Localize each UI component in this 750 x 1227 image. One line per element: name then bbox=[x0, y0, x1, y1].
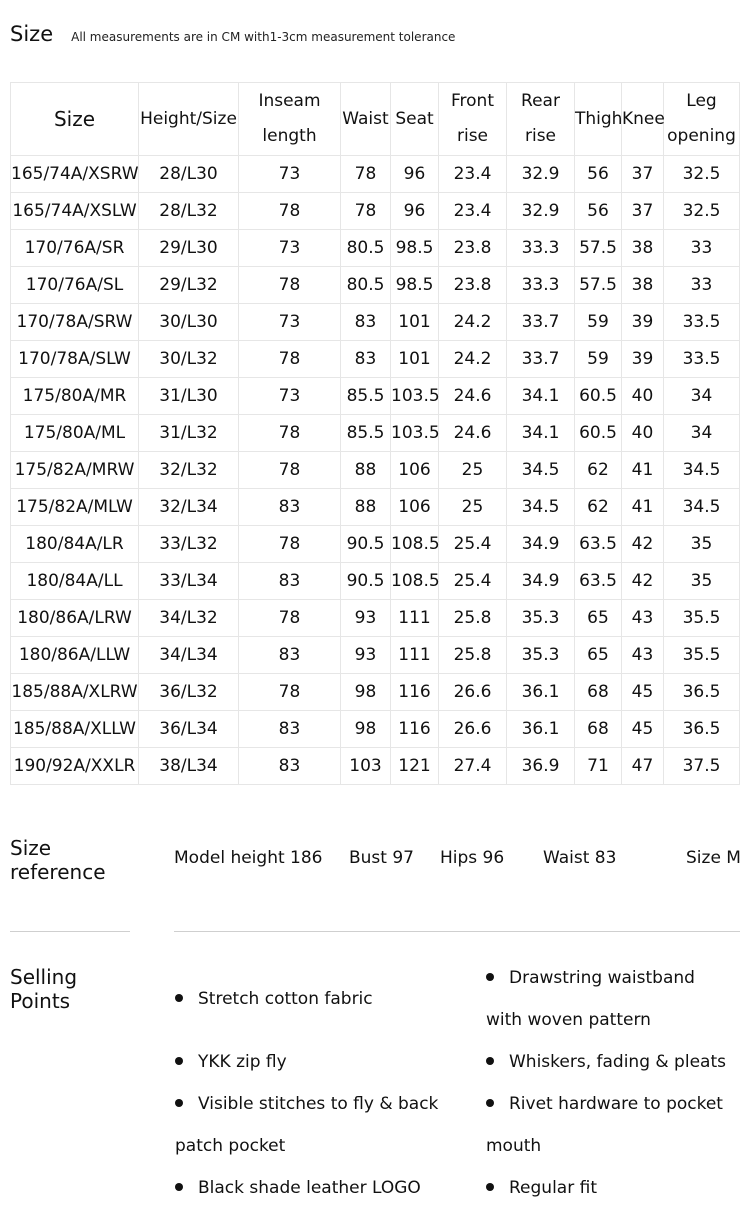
table-cell: 24.2 bbox=[439, 304, 507, 341]
selling-point-item: Rivet hardware to pocket mouth bbox=[486, 1094, 723, 1156]
table-cell: 71 bbox=[575, 748, 622, 785]
table-cell: 83 bbox=[239, 711, 341, 748]
table-cell: 96 bbox=[391, 193, 439, 230]
table-cell: 31/L30 bbox=[139, 378, 239, 415]
table-cell: 73 bbox=[239, 304, 341, 341]
bullet-dot bbox=[486, 1183, 494, 1191]
table-cell: 36.5 bbox=[664, 674, 740, 711]
table-cell: 42 bbox=[622, 563, 664, 600]
divider-left bbox=[10, 931, 130, 932]
table-cell: 98.5 bbox=[391, 230, 439, 267]
table-cell: 65 bbox=[575, 600, 622, 637]
table-cell: 78 bbox=[239, 193, 341, 230]
table-cell: 175/82A/MLW bbox=[11, 489, 139, 526]
table-cell: 111 bbox=[391, 637, 439, 674]
table-cell: 185/88A/XLRW bbox=[11, 674, 139, 711]
table-cell: 98 bbox=[341, 711, 391, 748]
table-cell: 78 bbox=[341, 193, 391, 230]
table-cell: 180/84A/LR bbox=[11, 526, 139, 563]
table-row bbox=[11, 304, 740, 341]
model-bust: Bust 97 bbox=[349, 848, 414, 868]
table-cell: 33/L34 bbox=[139, 563, 239, 600]
page-title: Size bbox=[10, 22, 54, 46]
table-cell: 35 bbox=[664, 563, 740, 600]
table-cell: 34/L32 bbox=[139, 600, 239, 637]
table-row bbox=[11, 452, 740, 489]
table-cell: 78 bbox=[239, 674, 341, 711]
table-cell: 170/76A/SL bbox=[11, 267, 139, 304]
table-cell: 85.5 bbox=[341, 378, 391, 415]
table-cell: 39 bbox=[622, 304, 664, 341]
table-cell: 106 bbox=[391, 489, 439, 526]
table-cell: 98.5 bbox=[391, 267, 439, 304]
table-row bbox=[11, 378, 740, 415]
table-cell: 56 bbox=[575, 156, 622, 193]
table-cell: 78 bbox=[239, 452, 341, 489]
table-cell: 57.5 bbox=[575, 267, 622, 304]
table-cell: 88 bbox=[341, 452, 391, 489]
table-row bbox=[11, 489, 740, 526]
table-cell: 35 bbox=[664, 526, 740, 563]
table-row bbox=[11, 526, 740, 563]
table-cell: 170/76A/SR bbox=[11, 230, 139, 267]
table-cell: 23.8 bbox=[439, 267, 507, 304]
bullet-dot bbox=[175, 994, 183, 1002]
table-cell: 25.4 bbox=[439, 526, 507, 563]
table-cell: 35.3 bbox=[507, 600, 575, 637]
table-cell: 33.7 bbox=[507, 341, 575, 378]
table-cell: 80.5 bbox=[341, 230, 391, 267]
size-reference-label: Size reference bbox=[10, 836, 106, 884]
model-waist: Waist 83 bbox=[543, 848, 617, 868]
table-cell: 33 bbox=[664, 267, 740, 304]
table-cell: 26.6 bbox=[439, 711, 507, 748]
table-cell: 85.5 bbox=[341, 415, 391, 452]
table-cell: 45 bbox=[622, 711, 664, 748]
table-cell: 73 bbox=[239, 378, 341, 415]
table-cell: 23.4 bbox=[439, 193, 507, 230]
table-cell: 165/74A/XSLW bbox=[11, 193, 139, 230]
table-cell: 35.5 bbox=[664, 637, 740, 674]
table-cell: 40 bbox=[622, 415, 664, 452]
table-cell: 93 bbox=[341, 637, 391, 674]
table-row bbox=[11, 193, 740, 230]
table-cell: 36/L34 bbox=[139, 711, 239, 748]
table-cell: 62 bbox=[575, 452, 622, 489]
table-cell: 101 bbox=[391, 341, 439, 378]
table-cell: 36.1 bbox=[507, 711, 575, 748]
table-cell: 63.5 bbox=[575, 526, 622, 563]
table-cell: 33.3 bbox=[507, 267, 575, 304]
table-cell: 103.5 bbox=[391, 415, 439, 452]
table-row bbox=[11, 674, 740, 711]
table-cell: 116 bbox=[391, 674, 439, 711]
table-cell: 88 bbox=[341, 489, 391, 526]
table-cell: 68 bbox=[575, 674, 622, 711]
table-cell: 93 bbox=[341, 600, 391, 637]
table-cell: 25.8 bbox=[439, 637, 507, 674]
table-row bbox=[11, 637, 740, 674]
table-cell: 121 bbox=[391, 748, 439, 785]
table-cell: 106 bbox=[391, 452, 439, 489]
selling-point-item: Black shade leather LOGO bbox=[175, 1167, 485, 1209]
table-cell: 59 bbox=[575, 341, 622, 378]
table-cell: 28/L30 bbox=[139, 156, 239, 193]
table-cell: 108.5 bbox=[391, 526, 439, 563]
table-cell: 34.5 bbox=[507, 489, 575, 526]
table-cell: 24.6 bbox=[439, 378, 507, 415]
table-cell: 39 bbox=[622, 341, 664, 378]
table-cell: 185/88A/XLLW bbox=[11, 711, 139, 748]
table-cell: 56 bbox=[575, 193, 622, 230]
table-cell: 35.5 bbox=[664, 600, 740, 637]
selling-point-item: YKK zip fly bbox=[175, 1041, 485, 1083]
table-cell: 78 bbox=[239, 526, 341, 563]
table-row bbox=[11, 415, 740, 452]
table-cell: 83 bbox=[341, 341, 391, 378]
bullet-dot bbox=[175, 1183, 183, 1191]
table-cell: 27.4 bbox=[439, 748, 507, 785]
bullet-dot bbox=[175, 1057, 183, 1065]
model-hips: Hips 96 bbox=[440, 848, 505, 868]
table-cell: 34.5 bbox=[507, 452, 575, 489]
size-table bbox=[10, 82, 740, 785]
table-cell: 29/L30 bbox=[139, 230, 239, 267]
table-cell: 101 bbox=[391, 304, 439, 341]
table-row bbox=[11, 267, 740, 304]
model-height: Model height 186 bbox=[174, 848, 323, 868]
table-cell: 170/78A/SLW bbox=[11, 341, 139, 378]
table-body bbox=[11, 156, 740, 785]
divider-right bbox=[174, 931, 740, 932]
column-header: Inseam length bbox=[239, 83, 341, 156]
table-cell: 29/L32 bbox=[139, 267, 239, 304]
table-cell: 34.9 bbox=[507, 526, 575, 563]
column-header: Seat bbox=[391, 83, 439, 156]
table-cell: 32.9 bbox=[507, 193, 575, 230]
table-cell: 83 bbox=[239, 637, 341, 674]
table-cell: 180/86A/LRW bbox=[11, 600, 139, 637]
column-header: Leg opening bbox=[664, 83, 740, 156]
table-cell: 24.2 bbox=[439, 341, 507, 378]
table-cell: 78 bbox=[239, 267, 341, 304]
table-cell: 78 bbox=[239, 415, 341, 452]
table-cell: 83 bbox=[239, 748, 341, 785]
table-cell: 40 bbox=[622, 378, 664, 415]
table-cell: 34.1 bbox=[507, 415, 575, 452]
table-cell: 43 bbox=[622, 600, 664, 637]
table-cell: 37.5 bbox=[664, 748, 740, 785]
table-cell: 26.6 bbox=[439, 674, 507, 711]
table-cell: 42 bbox=[622, 526, 664, 563]
table-cell: 111 bbox=[391, 600, 439, 637]
table-header-row bbox=[11, 83, 740, 156]
table-cell: 83 bbox=[239, 563, 341, 600]
table-cell: 33/L32 bbox=[139, 526, 239, 563]
selling-points-label: Selling Points bbox=[10, 965, 78, 1013]
table-cell: 175/82A/MRW bbox=[11, 452, 139, 489]
table-cell: 34 bbox=[664, 415, 740, 452]
table-cell: 25 bbox=[439, 452, 507, 489]
table-cell: 34.5 bbox=[664, 489, 740, 526]
column-header: Waist bbox=[341, 83, 391, 156]
table-cell: 33.5 bbox=[664, 341, 740, 378]
table-cell: 60.5 bbox=[575, 415, 622, 452]
selling-point-item: Visible stitches to fly & back patch pocket bbox=[175, 1094, 439, 1156]
table-cell: 190/92A/XXLR bbox=[11, 748, 139, 785]
selling-point-item: Stretch cotton fabric bbox=[175, 978, 485, 1020]
table-cell: 34.5 bbox=[664, 452, 740, 489]
table-cell: 34.1 bbox=[507, 378, 575, 415]
table-cell: 31/L32 bbox=[139, 415, 239, 452]
table-cell: 73 bbox=[239, 156, 341, 193]
table-cell: 41 bbox=[622, 489, 664, 526]
table-cell: 68 bbox=[575, 711, 622, 748]
table-cell: 30/L32 bbox=[139, 341, 239, 378]
table-row bbox=[11, 711, 740, 748]
table-cell: 36.1 bbox=[507, 674, 575, 711]
table-cell: 34.9 bbox=[507, 563, 575, 600]
table-cell: 62 bbox=[575, 489, 622, 526]
table-cell: 25.4 bbox=[439, 563, 507, 600]
table-cell: 78 bbox=[341, 156, 391, 193]
column-header: Height/Size bbox=[139, 83, 239, 156]
table-cell: 23.8 bbox=[439, 230, 507, 267]
table-cell: 36.5 bbox=[664, 711, 740, 748]
table-cell: 57.5 bbox=[575, 230, 622, 267]
table-cell: 78 bbox=[239, 600, 341, 637]
table-cell: 60.5 bbox=[575, 378, 622, 415]
table-cell: 73 bbox=[239, 230, 341, 267]
table-cell: 37 bbox=[622, 193, 664, 230]
table-cell: 43 bbox=[622, 637, 664, 674]
table-cell: 38/L34 bbox=[139, 748, 239, 785]
table-row bbox=[11, 341, 740, 378]
table-row bbox=[11, 600, 740, 637]
table-cell: 38 bbox=[622, 267, 664, 304]
column-header: Knee bbox=[622, 83, 664, 156]
selling-point-item: Whiskers, fading & pleats bbox=[486, 1041, 736, 1083]
table-cell: 38 bbox=[622, 230, 664, 267]
table-cell: 23.4 bbox=[439, 156, 507, 193]
table-cell: 116 bbox=[391, 711, 439, 748]
table-cell: 32.9 bbox=[507, 156, 575, 193]
table-cell: 98 bbox=[341, 674, 391, 711]
table-row bbox=[11, 748, 740, 785]
measurement-note: All measurements are in CM with1-3cm measurement tolerance bbox=[71, 30, 456, 44]
table-cell: 33.5 bbox=[664, 304, 740, 341]
table-cell: 108.5 bbox=[391, 563, 439, 600]
column-header: Front rise bbox=[439, 83, 507, 156]
table-cell: 28/L32 bbox=[139, 193, 239, 230]
table-cell: 36.9 bbox=[507, 748, 575, 785]
table-cell: 165/74A/XSRW bbox=[11, 156, 139, 193]
table-cell: 90.5 bbox=[341, 526, 391, 563]
table-cell: 25.8 bbox=[439, 600, 507, 637]
table-cell: 35.3 bbox=[507, 637, 575, 674]
table-cell: 175/80A/ML bbox=[11, 415, 139, 452]
table-cell: 96 bbox=[391, 156, 439, 193]
table-cell: 41 bbox=[622, 452, 664, 489]
table-cell: 34/L34 bbox=[139, 637, 239, 674]
table-cell: 65 bbox=[575, 637, 622, 674]
table-cell: 45 bbox=[622, 674, 664, 711]
table-cell: 32/L32 bbox=[139, 452, 239, 489]
table-cell: 32.5 bbox=[664, 193, 740, 230]
table-cell: 24.6 bbox=[439, 415, 507, 452]
table-cell: 32/L34 bbox=[139, 489, 239, 526]
table-cell: 33 bbox=[664, 230, 740, 267]
table-cell: 180/86A/LLW bbox=[11, 637, 139, 674]
header bbox=[10, 22, 455, 52]
bullet-dot bbox=[175, 1099, 183, 1107]
table-cell: 37 bbox=[622, 156, 664, 193]
table-cell: 36/L32 bbox=[139, 674, 239, 711]
table-cell: 34 bbox=[664, 378, 740, 415]
table-cell: 83 bbox=[239, 489, 341, 526]
table-cell: 47 bbox=[622, 748, 664, 785]
column-header: Rear rise bbox=[507, 83, 575, 156]
table-cell: 32.5 bbox=[664, 156, 740, 193]
table-cell: 63.5 bbox=[575, 563, 622, 600]
table-cell: 25 bbox=[439, 489, 507, 526]
table-cell: 78 bbox=[239, 341, 341, 378]
table-cell: 59 bbox=[575, 304, 622, 341]
table-cell: 83 bbox=[341, 304, 391, 341]
table-cell: 103.5 bbox=[391, 378, 439, 415]
table-cell: 175/80A/MR bbox=[11, 378, 139, 415]
selling-point-item: Drawstring waistband with woven pattern bbox=[486, 968, 695, 1030]
table-row bbox=[11, 156, 740, 193]
table-cell: 33.7 bbox=[507, 304, 575, 341]
table-cell: 180/84A/LL bbox=[11, 563, 139, 600]
table-row bbox=[11, 230, 740, 267]
table-cell: 103 bbox=[341, 748, 391, 785]
table-cell: 170/78A/SRW bbox=[11, 304, 139, 341]
column-header: Thigh bbox=[575, 83, 622, 156]
bullet-dot bbox=[486, 1057, 494, 1065]
bullet-dot bbox=[486, 1099, 494, 1107]
table-row bbox=[11, 563, 740, 600]
table-cell: 90.5 bbox=[341, 563, 391, 600]
selling-point-item: Regular fit bbox=[486, 1167, 736, 1209]
table-cell: 33.3 bbox=[507, 230, 575, 267]
column-header: Size bbox=[11, 83, 139, 156]
table-cell: 30/L30 bbox=[139, 304, 239, 341]
bullet-dot bbox=[486, 973, 494, 981]
table-cell: 80.5 bbox=[341, 267, 391, 304]
model-size: Size M bbox=[686, 848, 741, 868]
